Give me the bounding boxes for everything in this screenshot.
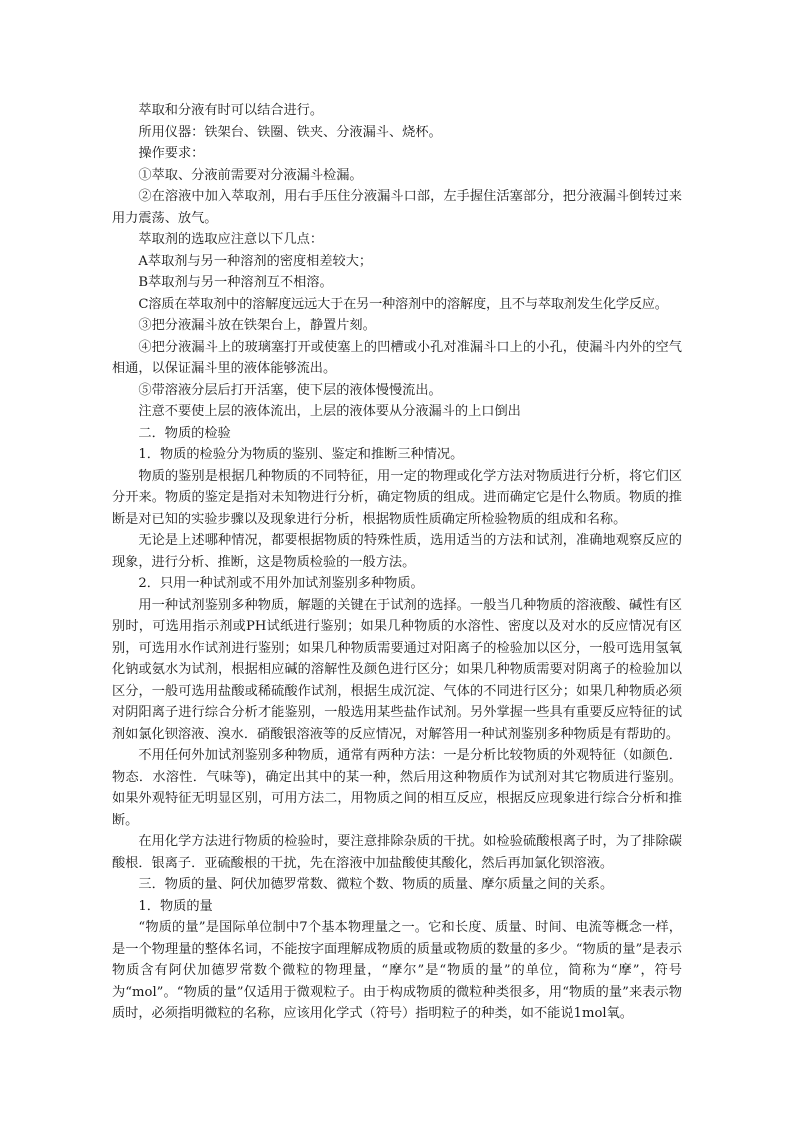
paragraph-interference: 在用化学方法进行物质的检验时，要注意排除杂质的干扰。如检验硫酸根离子时，为了排除碳酸根．银离子．亚硫酸根的干扰，先在溶液中加盐酸使其酸化，然后再加氯化钡溶液。 (112, 834, 682, 871)
subheading-2-2: 2．只用一种试剂或不用外加试剂鉴别多种物质。 (138, 576, 424, 591)
paragraph-operation-requirements: 操作要求： (138, 146, 205, 161)
paragraph-step-1: ①萃取、分液前需要对分液漏斗检漏。 (138, 167, 363, 183)
paragraph-point-b: B萃取剂与另一种溶剂互不相溶。 (138, 275, 333, 290)
paragraph-one-reagent: 用一种试剂鉴别多种物质，解题的关键在于试剂的选择。一般当几种物质的溶液酸、碱性有区别时，可选用指示剂或PH试纸进行鉴别；如果几种物质的水溶性、密度以及对水的反应情况有区别，可选用水作试剂进行鉴别；如果几种物质需要通过对阳离子的检验加以区分，一般可选用氢氧化钠或氨水为试剂，根据相应碱的溶解性及颜色进行区分；如果几种物质需要对阴离子的检验加以区分，一般可选用盐酸或稀硫酸作试剂，根据生成沉淀、气体的不同进行区分；如果几种物质必须对阴阳离子进行综合分析才能鉴别，一般选用某些盐作试剂。另外掌握一些具有重要反应特征的试剂如氯化钡溶液、溴水．硝酸银溶液等的反应情况，对解答用一种试剂鉴别多种物质是有帮助的。 (112, 597, 682, 742)
paragraph-instruments: 所用仪器：铁架台、铁圈、铁夹、分液漏斗、烧杯。 (138, 124, 442, 140)
paragraph-step-2: ②在溶液中加入萃取剂，用右手压住分液漏斗口部，左手握住活塞部分，把分液漏斗倒转过来用力震荡、放气。 (112, 189, 682, 226)
subheading-3-1: 1．物质的量 (138, 898, 213, 914)
document-body (112, 100, 682, 1025)
paragraph-point-c: C溶质在萃取剂中的溶解度远远大于在另一种溶剂中的溶解度，且不与萃取剂发生化学反应。 (138, 296, 668, 312)
section-heading-2: 二．物质的检验 (138, 425, 231, 441)
paragraph-extraction-intro: 萃取和分液有时可以结合进行。 (138, 103, 324, 118)
paragraph-caution: 注意不要使上层的液体流出，上层的液体要从分液漏斗的上口倒出 (138, 404, 521, 419)
paragraph-no-reagent: 不用任何外加试剂鉴别多种物质，通常有两种方法：一是分析比较物质的外观特征（如颜色．物态．水溶性．气味等)，确定出其中的某一种，然后用这种物质作为试剂对其它物质进行鉴别。如果外观特征无明显区别，可用方法二，用物质之间的相互反应，根据反应现象进行综合分析和推断。 (112, 748, 682, 828)
paragraph-step-3: ③把分液漏斗放在铁架台上，静置片刻。 (138, 318, 376, 333)
paragraph-extractant-selection: 萃取剂的选取应注意以下几点： (138, 232, 324, 247)
section-heading-3: 三．物质的量、阿伏加德罗常数、微粒个数、物质的质量、摩尔质量之间的关系。 (138, 877, 614, 892)
paragraph-general-method: 无论是上述哪种情况，都要根据物质的特殊性质，选用适当的方法和试剂，准确地观察反应的现象，进行分析、推断，这是物质检验的一般方法。 (112, 533, 682, 570)
paragraph-step-4: ④把分液漏斗上的玻璃塞打开或使塞上的凹槽或小孔对准漏斗口上的小孔，使漏斗内外的空气相通，以保证漏斗里的液体能够流出。 (112, 339, 682, 376)
paragraph-identification: 物质的鉴别是根据几种物质的不同特征，用一定的物理或化学方法对物质进行分析，将它们区分开来。物质的鉴定是指对未知物进行分析，确定物质的组成。进而确定它是什么物质。物质的推断是对已知的实验步骤以及现象进行分析，根据物质性质确定所检验物质的组成和名称。 (112, 468, 682, 527)
subheading-2-1: 1．物质的检验分为物质的鉴别、鉴定和推断三种情况。 (138, 447, 464, 462)
paragraph-step-5: ⑤带溶液分层后打开活塞，使下层的液体慢慢流出。 (138, 382, 442, 398)
paragraph-point-a: A萃取剂与另一种溶剂的密度相差较大； (138, 253, 373, 269)
paragraph-amount-of-substance: “物质的量”是国际单位制中7个基本物理量之一。它和长度、质量、时间、电流等概念一样，是一个物理量的整体名词，不能按字面理解成物质的质量或物质的数量的多少。“物质的量”是表示物质含有阿伏加德罗常数个微粒的物理量，“摩尔”是“物质的量”的单位，简称为“摩”，符号为“mol”。“物质的量”仅适用于微观粒子。由于构成物质的微粒种类很多，用“物质的量”来表示物质时，必须指明微粒的名称，应该用化学式（符号）指明粒子的种类，如不能说1mol氧。 (112, 920, 682, 1021)
